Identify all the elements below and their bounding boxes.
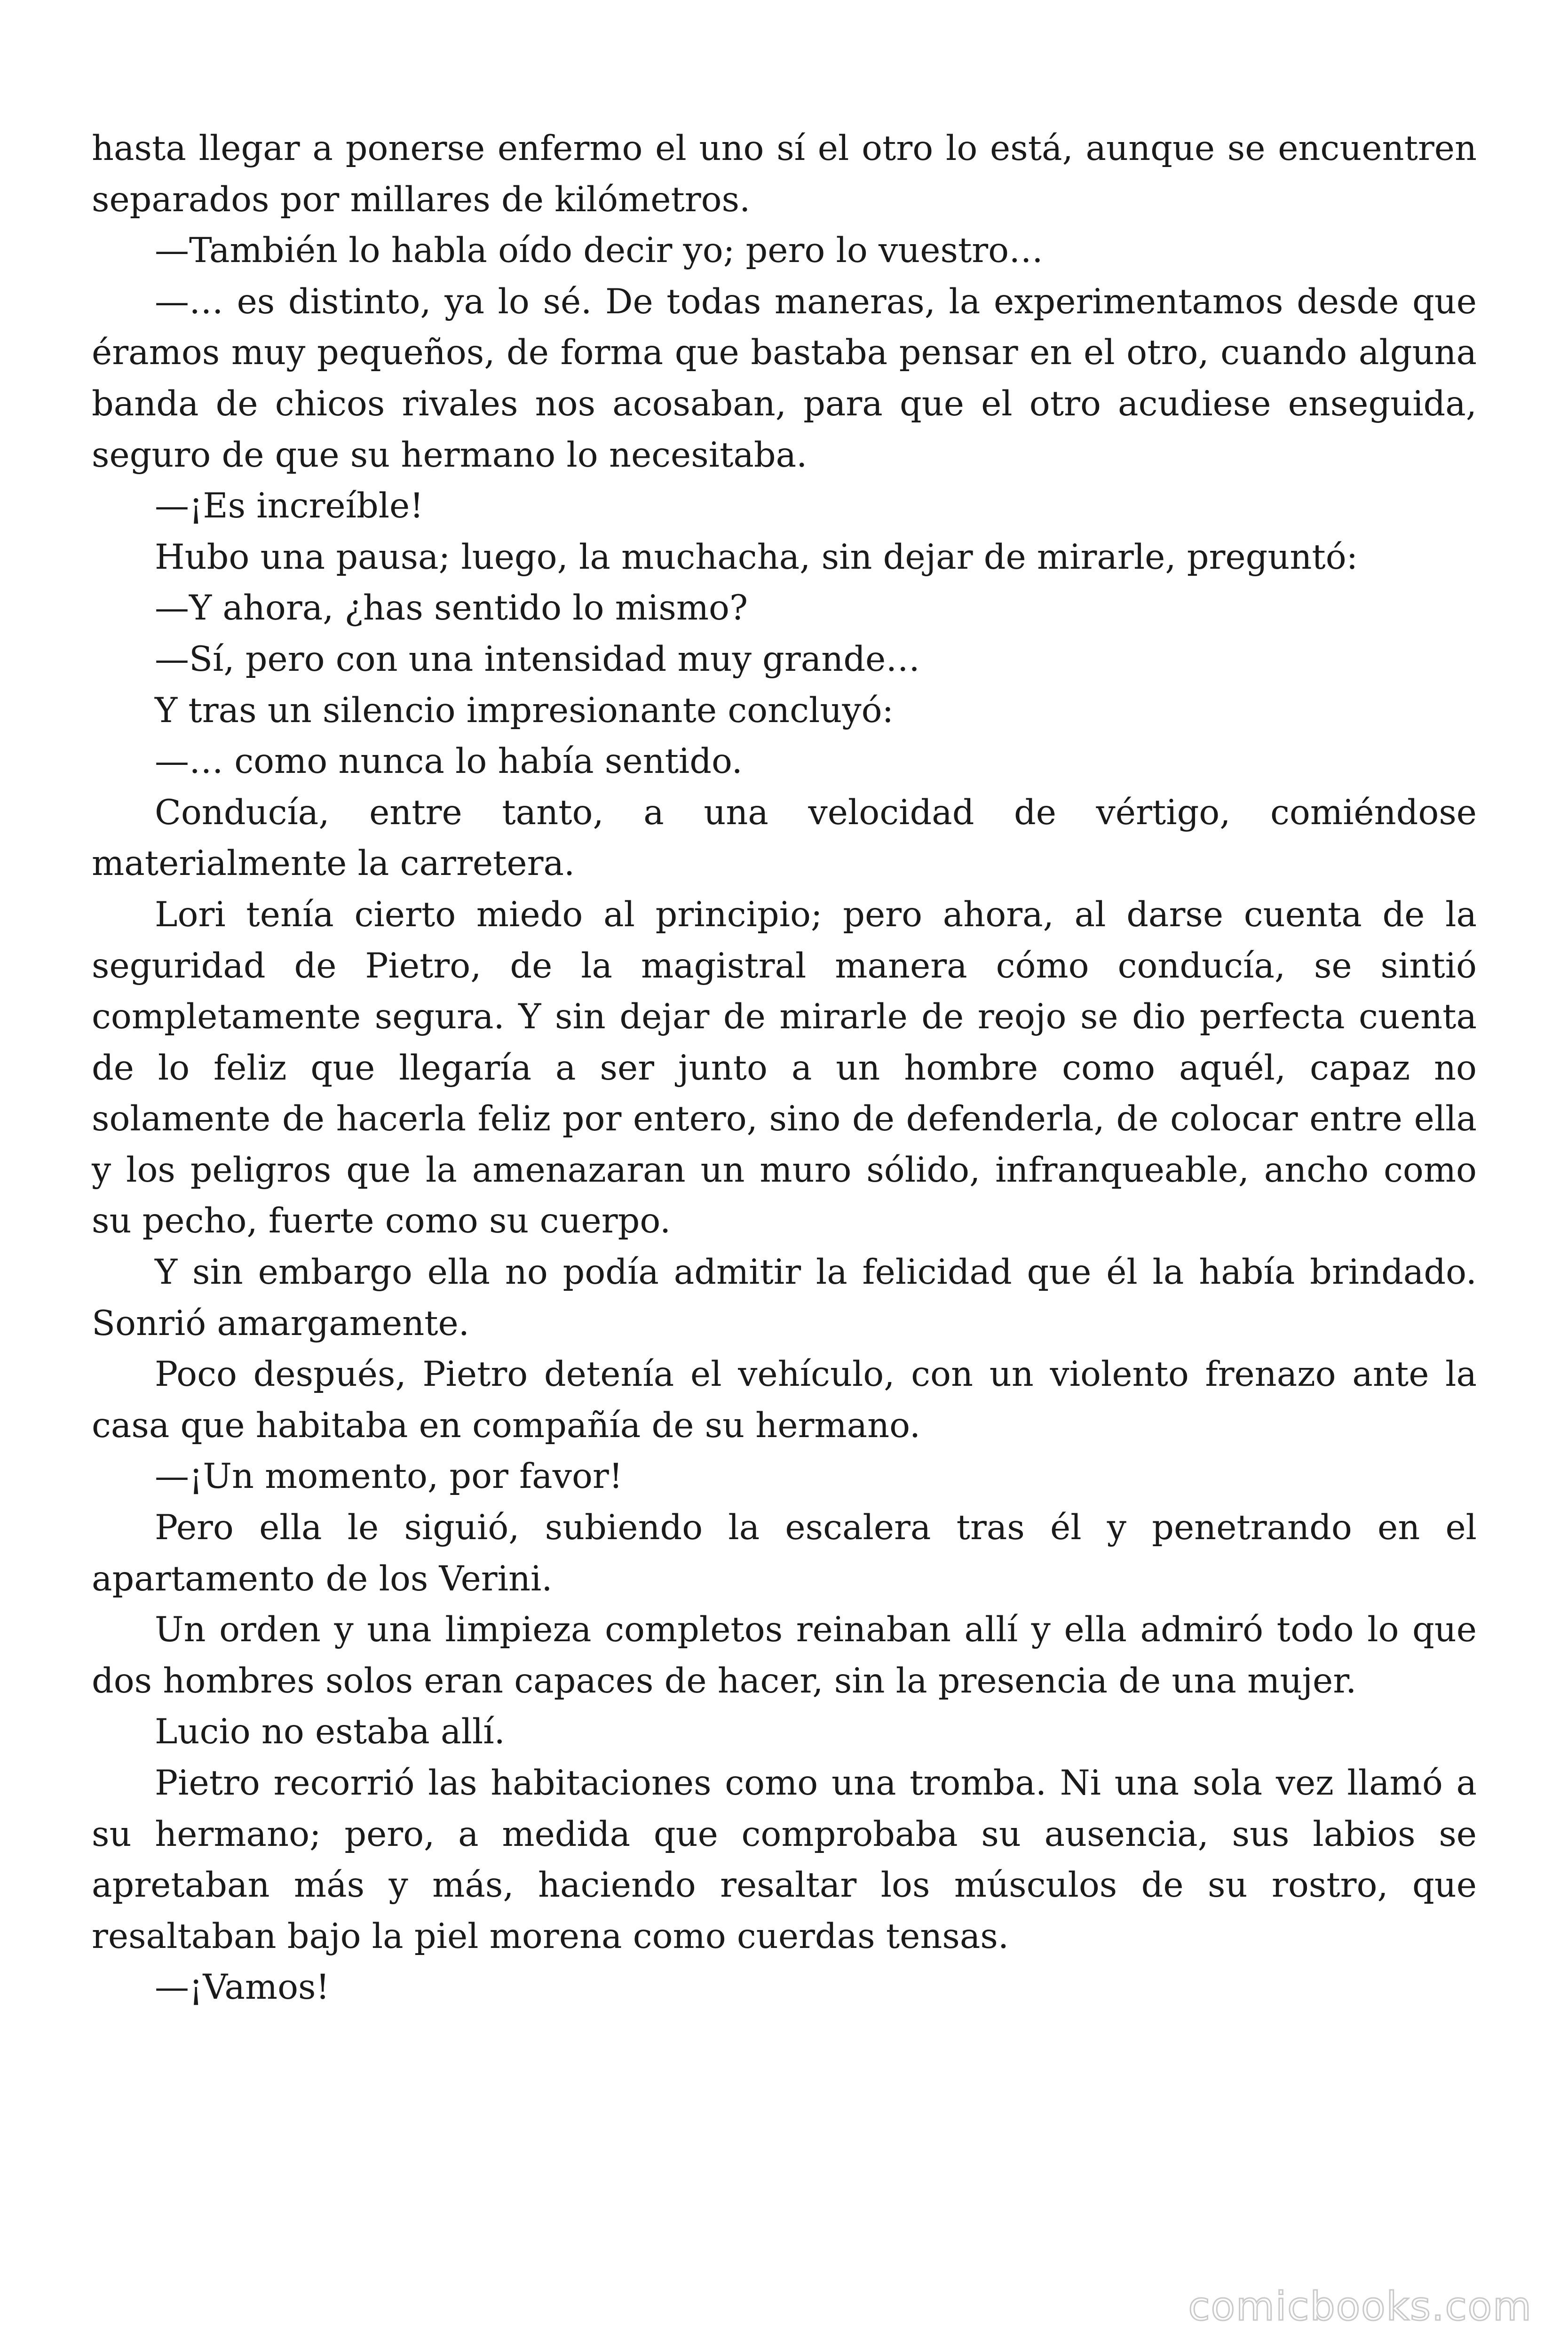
paragraph: —¡Vamos! <box>155 1967 330 2008</box>
paragraph: Poco después, Pietro detenía el vehículo, con un violento frenazo ante la casa que habitaba en compañía de su hermano. <box>92 1354 1477 1446</box>
paragraph: —¡Un momento, por favor! <box>155 1456 623 1497</box>
paragraph: Pietro recorrió las habitaciones como una tromba. Ni una sola vez llamó a su hermano; pero, a medida que comprobaba su ausencia, sus labios se apretaban más y más, haciendo resaltar los músculos de su rostro, que resaltaban bajo la piel morena como cuerdas tensas. <box>92 1763 1477 1956</box>
paragraph: —Sí, pero con una intensidad muy grande… <box>155 639 920 679</box>
paragraph: Y tras un silencio impresionante concluyó: <box>155 690 894 731</box>
paragraph: —Y ahora, ¿has sentido lo mismo? <box>155 588 748 628</box>
page-body-text <box>92 123 1477 2013</box>
paragraph: —… como nunca lo había sentido. <box>155 741 743 782</box>
paragraph: Lori tenía cierto miedo al principio; pero ahora, al darse cuenta de la seguridad de Pietro, de la magistral manera cómo conducía, se sintió completamente segura. Y sin dejar de mirarle de reojo se dio perfecta cuenta de lo feliz que llegaría a ser junto a un hombre como aquél, capaz no solamente de hacerla feliz por entero, sino de defenderla, de colocar entre ella y los peligros que la amenazaran un muro sólido, infranqueable, ancho como su pecho, fuerte como su cuerpo. <box>92 894 1477 1241</box>
watermark: comicbooks.com <box>1188 2283 1532 2329</box>
paragraph: Hubo una pausa; luego, la muchacha, sin dejar de mirarle, preguntó: <box>155 537 1358 577</box>
paragraph: Un orden y una limpieza completos reinaban allí y ella admiró todo lo que dos hombres solos eran capaces de hacer, sin la presencia de una mujer. <box>92 1610 1477 1701</box>
paragraph: —… es distinto, ya lo sé. De todas maneras, la experimentamos desde que éramos muy pequeños, de forma que bastaba pensar en el otro, cuando alguna banda de chicos rivales nos acosaban, para que el otro acudiese enseguida, seguro de que su hermano lo necesitaba. <box>92 281 1477 475</box>
paragraph: —¡Es increíble! <box>155 486 424 526</box>
paragraph: —También lo habla oído decir yo; pero lo vuestro… <box>155 230 1044 271</box>
paragraph-continued: hasta llegar a ponerse enfermo el uno sí el otro lo está, aunque se encuentren separados por millares de kilómetros. <box>92 128 1477 220</box>
paragraph: Pero ella le siguió, subiendo la escalera tras él y penetrando en el apartamento de los Verini. <box>92 1508 1477 1599</box>
paragraph: Lucio no estaba allí. <box>155 1712 505 1752</box>
paragraph: Y sin embargo ella no podía admitir la felicidad que él la había brindado. Sonrió amargamente. <box>92 1252 1477 1343</box>
paragraph: Conducía, entre tanto, a una velocidad de vértigo, comiéndose materialmente la carretera. <box>92 792 1477 884</box>
